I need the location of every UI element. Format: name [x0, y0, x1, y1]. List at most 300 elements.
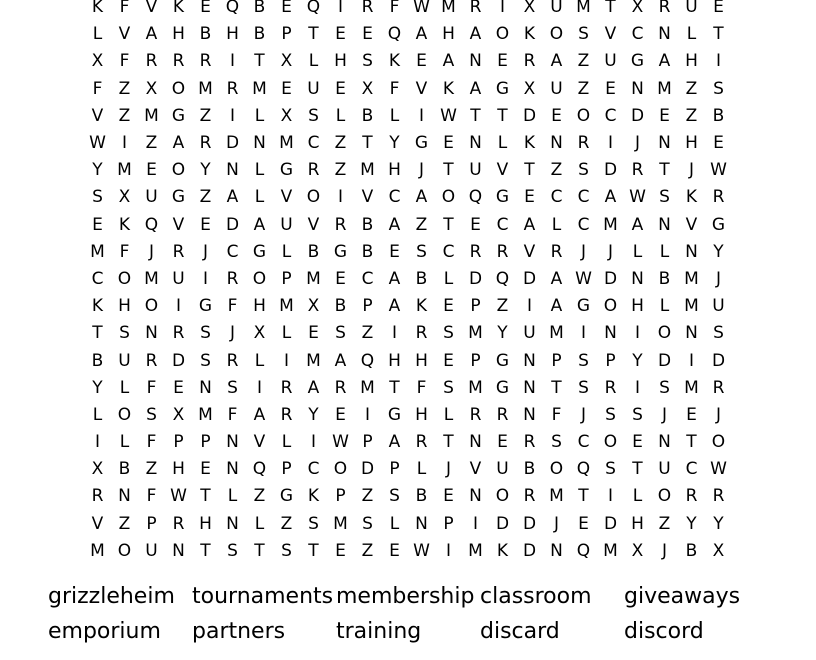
- grid-letter[interactable]: I: [688, 350, 694, 371]
- grid-letter[interactable]: R: [172, 51, 185, 72]
- grid-letter[interactable]: H: [172, 24, 185, 45]
- grid-letter[interactable]: J: [688, 160, 694, 181]
- grid-letter[interactable]: G: [279, 160, 294, 181]
- grid-letter[interactable]: Y: [632, 350, 643, 371]
- grid-letter[interactable]: A: [550, 51, 563, 72]
- grid-letter[interactable]: M: [333, 513, 348, 534]
- grid-letter[interactable]: S: [551, 432, 562, 453]
- grid-letter[interactable]: N: [226, 160, 239, 181]
- grid-letter[interactable]: M: [684, 377, 699, 398]
- grid-letter[interactable]: T: [443, 214, 454, 235]
- grid-letter[interactable]: U: [280, 214, 293, 235]
- grid-letter[interactable]: F: [146, 377, 157, 398]
- grid-letter[interactable]: B: [685, 540, 698, 561]
- grid-letter[interactable]: V: [253, 432, 266, 453]
- grid-letter[interactable]: T: [605, 0, 616, 18]
- grid-letter[interactable]: V: [496, 160, 509, 181]
- grid-letter[interactable]: N: [604, 323, 617, 344]
- grid-letter[interactable]: X: [523, 78, 536, 99]
- grid-letter[interactable]: N: [550, 133, 563, 154]
- grid-letter[interactable]: S: [578, 377, 589, 398]
- grid-letter[interactable]: Q: [306, 0, 321, 18]
- grid-letter[interactable]: E: [443, 133, 454, 154]
- grid-letter[interactable]: S: [632, 404, 643, 425]
- grid-letter[interactable]: P: [200, 432, 211, 453]
- grid-letter[interactable]: Q: [387, 24, 402, 45]
- grid-letter[interactable]: L: [254, 160, 265, 181]
- grid-letter[interactable]: Y: [389, 133, 400, 154]
- grid-letter[interactable]: I: [175, 296, 181, 317]
- grid-letter[interactable]: I: [256, 377, 262, 398]
- grid-letter[interactable]: S: [605, 404, 616, 425]
- grid-letter[interactable]: F: [551, 404, 562, 425]
- grid-letter[interactable]: E: [443, 350, 454, 371]
- grid-letter[interactable]: R: [334, 214, 347, 235]
- grid-letter[interactable]: V: [91, 513, 104, 534]
- grid-letter[interactable]: S: [119, 323, 130, 344]
- grid-letter[interactable]: H: [685, 133, 698, 154]
- grid-letter[interactable]: Z: [685, 78, 698, 99]
- grid-letter[interactable]: A: [253, 214, 266, 235]
- grid-letter[interactable]: A: [523, 214, 536, 235]
- grid-letter[interactable]: P: [362, 296, 373, 317]
- grid-letter[interactable]: B: [91, 350, 104, 371]
- grid-letter[interactable]: G: [576, 296, 591, 317]
- grid-letter[interactable]: V: [172, 214, 185, 235]
- grid-letter[interactable]: X: [91, 51, 104, 72]
- grid-letter[interactable]: Z: [199, 187, 212, 208]
- grid-letter[interactable]: J: [580, 241, 586, 262]
- grid-letter[interactable]: P: [281, 24, 292, 45]
- grid-letter[interactable]: D: [522, 268, 537, 289]
- grid-letter[interactable]: E: [362, 24, 373, 45]
- grid-letter[interactable]: H: [334, 51, 347, 72]
- grid-letter[interactable]: M: [144, 105, 159, 126]
- grid-letter[interactable]: R: [712, 187, 725, 208]
- grid-letter[interactable]: X: [712, 540, 725, 561]
- grid-letter[interactable]: M: [684, 296, 699, 317]
- grid-letter[interactable]: Z: [577, 78, 590, 99]
- grid-letter[interactable]: D: [495, 513, 510, 534]
- grid-letter[interactable]: R: [523, 432, 536, 453]
- grid-letter[interactable]: J: [634, 133, 640, 154]
- grid-letter[interactable]: O: [657, 486, 672, 507]
- grid-letter[interactable]: R: [712, 486, 725, 507]
- grid-letter[interactable]: L: [551, 214, 562, 235]
- grid-letter[interactable]: N: [172, 540, 185, 561]
- grid-letter[interactable]: S: [443, 377, 454, 398]
- grid-letter[interactable]: E: [200, 459, 211, 480]
- grid-letter[interactable]: J: [148, 241, 154, 262]
- grid-letter[interactable]: J: [715, 404, 721, 425]
- grid-letter[interactable]: D: [522, 105, 537, 126]
- grid-letter[interactable]: T: [254, 51, 265, 72]
- grid-letter[interactable]: M: [549, 323, 564, 344]
- grid-letter[interactable]: P: [389, 459, 400, 480]
- grid-letter[interactable]: L: [119, 377, 130, 398]
- grid-letter[interactable]: Z: [577, 51, 590, 72]
- grid-letter[interactable]: H: [631, 513, 644, 534]
- grid-letter[interactable]: A: [226, 187, 239, 208]
- grid-letter[interactable]: M: [684, 268, 699, 289]
- grid-letter[interactable]: O: [603, 296, 618, 317]
- grid-letter[interactable]: M: [279, 133, 294, 154]
- grid-letter[interactable]: D: [225, 133, 240, 154]
- grid-letter[interactable]: I: [526, 296, 532, 317]
- grid-letter[interactable]: A: [604, 187, 617, 208]
- grid-letter[interactable]: R: [172, 241, 185, 262]
- grid-letter[interactable]: K: [91, 296, 104, 317]
- grid-letter[interactable]: R: [712, 377, 725, 398]
- grid-letter[interactable]: B: [523, 459, 536, 480]
- grid-letter[interactable]: W: [332, 432, 349, 453]
- grid-letter[interactable]: H: [415, 404, 428, 425]
- grid-letter[interactable]: O: [117, 404, 132, 425]
- grid-letter[interactable]: N: [199, 377, 212, 398]
- grid-letter[interactable]: X: [280, 51, 293, 72]
- grid-letter[interactable]: P: [281, 459, 292, 480]
- grid-letter[interactable]: N: [253, 133, 266, 154]
- grid-letter[interactable]: L: [632, 486, 643, 507]
- grid-letter[interactable]: T: [713, 24, 724, 45]
- grid-letter[interactable]: O: [711, 432, 726, 453]
- grid-letter[interactable]: E: [335, 540, 346, 561]
- grid-letter[interactable]: A: [388, 214, 401, 235]
- grid-letter[interactable]: Q: [225, 0, 240, 18]
- grid-letter[interactable]: S: [362, 513, 373, 534]
- grid-letter[interactable]: K: [523, 24, 536, 45]
- grid-letter[interactable]: Z: [334, 160, 347, 181]
- grid-letter[interactable]: E: [632, 432, 643, 453]
- grid-letter[interactable]: M: [360, 160, 375, 181]
- grid-letter[interactable]: A: [307, 377, 320, 398]
- grid-letter[interactable]: B: [199, 24, 212, 45]
- grid-letter[interactable]: M: [252, 78, 267, 99]
- grid-letter[interactable]: R: [172, 323, 185, 344]
- grid-letter[interactable]: X: [253, 323, 266, 344]
- grid-letter[interactable]: J: [580, 404, 586, 425]
- grid-letter[interactable]: C: [631, 24, 644, 45]
- grid-letter[interactable]: O: [144, 296, 159, 317]
- grid-letter[interactable]: Z: [145, 133, 158, 154]
- grid-letter[interactable]: D: [603, 513, 618, 534]
- grid-letter[interactable]: K: [523, 133, 536, 154]
- grid-letter[interactable]: H: [631, 296, 644, 317]
- grid-letter[interactable]: G: [333, 241, 348, 262]
- grid-letter[interactable]: T: [686, 432, 697, 453]
- grid-letter[interactable]: J: [445, 459, 451, 480]
- grid-letter[interactable]: E: [389, 540, 400, 561]
- grid-letter[interactable]: I: [364, 404, 370, 425]
- grid-letter[interactable]: L: [281, 323, 292, 344]
- grid-letter[interactable]: Y: [92, 377, 103, 398]
- grid-letter[interactable]: F: [119, 0, 130, 18]
- grid-letter[interactable]: N: [469, 486, 482, 507]
- grid-letter[interactable]: Y: [686, 513, 697, 534]
- grid-letter[interactable]: A: [388, 296, 401, 317]
- grid-letter[interactable]: T: [200, 486, 211, 507]
- grid-letter[interactable]: J: [715, 268, 721, 289]
- grid-letter[interactable]: U: [145, 540, 158, 561]
- grid-letter[interactable]: T: [389, 377, 400, 398]
- grid-letter[interactable]: P: [443, 513, 454, 534]
- grid-letter[interactable]: F: [119, 51, 130, 72]
- grid-letter[interactable]: A: [550, 296, 563, 317]
- grid-letter[interactable]: M: [198, 404, 213, 425]
- grid-letter[interactable]: K: [415, 296, 428, 317]
- grid-letter[interactable]: B: [415, 486, 428, 507]
- grid-letter[interactable]: U: [604, 51, 617, 72]
- grid-letter[interactable]: Z: [253, 486, 266, 507]
- grid-letter[interactable]: R: [469, 404, 482, 425]
- grid-letter[interactable]: C: [577, 432, 590, 453]
- grid-letter[interactable]: N: [469, 51, 482, 72]
- grid-letter[interactable]: O: [657, 323, 672, 344]
- grid-letter[interactable]: F: [416, 377, 427, 398]
- grid-letter[interactable]: N: [145, 323, 158, 344]
- grid-letter[interactable]: B: [334, 296, 347, 317]
- grid-letter[interactable]: U: [172, 268, 185, 289]
- grid-letter[interactable]: I: [121, 133, 127, 154]
- grid-letter[interactable]: E: [200, 214, 211, 235]
- grid-letter[interactable]: O: [117, 268, 132, 289]
- grid-letter[interactable]: S: [227, 377, 238, 398]
- grid-letter[interactable]: O: [117, 540, 132, 561]
- grid-letter[interactable]: K: [172, 0, 185, 18]
- grid-letter[interactable]: D: [522, 540, 537, 561]
- grid-letter[interactable]: A: [253, 404, 266, 425]
- grid-letter[interactable]: F: [119, 241, 130, 262]
- grid-letter[interactable]: O: [549, 24, 564, 45]
- grid-letter[interactable]: F: [146, 432, 157, 453]
- grid-letter[interactable]: N: [523, 350, 536, 371]
- grid-letter[interactable]: N: [658, 133, 671, 154]
- grid-letter[interactable]: I: [634, 377, 640, 398]
- grid-letter[interactable]: V: [415, 78, 428, 99]
- grid-letter[interactable]: E: [389, 241, 400, 262]
- grid-letter[interactable]: A: [631, 214, 644, 235]
- grid-letter[interactable]: G: [495, 377, 510, 398]
- grid-letter[interactable]: L: [92, 404, 103, 425]
- grid-letter[interactable]: B: [658, 268, 671, 289]
- grid-letter[interactable]: T: [497, 105, 508, 126]
- grid-letter[interactable]: Q: [360, 350, 375, 371]
- grid-letter[interactable]: N: [226, 459, 239, 480]
- grid-letter[interactable]: K: [118, 214, 131, 235]
- grid-letter[interactable]: U: [496, 459, 509, 480]
- grid-letter[interactable]: E: [524, 187, 535, 208]
- grid-letter[interactable]: W: [629, 187, 646, 208]
- grid-letter[interactable]: Q: [252, 459, 267, 480]
- grid-letter[interactable]: P: [281, 268, 292, 289]
- grid-letter[interactable]: T: [551, 377, 562, 398]
- grid-letter[interactable]: I: [445, 540, 451, 561]
- grid-letter[interactable]: J: [553, 513, 559, 534]
- grid-letter[interactable]: K: [91, 0, 104, 18]
- grid-letter[interactable]: X: [631, 0, 644, 18]
- grid-letter[interactable]: X: [361, 78, 374, 99]
- grid-letter[interactable]: E: [659, 105, 670, 126]
- grid-letter[interactable]: J: [202, 241, 208, 262]
- grid-letter[interactable]: T: [200, 540, 211, 561]
- grid-letter[interactable]: E: [713, 0, 724, 18]
- grid-letter[interactable]: Q: [576, 540, 591, 561]
- grid-letter[interactable]: R: [361, 0, 374, 18]
- grid-letter[interactable]: G: [279, 486, 294, 507]
- grid-letter[interactable]: K: [685, 187, 698, 208]
- grid-letter[interactable]: R: [685, 486, 698, 507]
- grid-letter[interactable]: M: [441, 0, 456, 18]
- grid-letter[interactable]: R: [226, 78, 239, 99]
- grid-letter[interactable]: I: [472, 513, 478, 534]
- grid-letter[interactable]: P: [470, 350, 481, 371]
- grid-letter[interactable]: M: [90, 540, 105, 561]
- grid-letter[interactable]: E: [443, 486, 454, 507]
- grid-letter[interactable]: N: [415, 513, 428, 534]
- grid-letter[interactable]: R: [523, 51, 536, 72]
- grid-letter[interactable]: E: [470, 214, 481, 235]
- grid-letter[interactable]: T: [578, 486, 589, 507]
- grid-letter[interactable]: E: [335, 24, 346, 45]
- grid-letter[interactable]: G: [711, 214, 726, 235]
- grid-letter[interactable]: L: [254, 187, 265, 208]
- grid-letter[interactable]: M: [603, 214, 618, 235]
- grid-letter[interactable]: N: [685, 241, 698, 262]
- grid-letter[interactable]: U: [550, 0, 563, 18]
- grid-letter[interactable]: Z: [118, 105, 131, 126]
- grid-letter[interactable]: R: [280, 377, 293, 398]
- grid-letter[interactable]: F: [146, 486, 157, 507]
- grid-letter[interactable]: U: [307, 78, 320, 99]
- grid-letter[interactable]: C: [361, 268, 374, 289]
- grid-letter[interactable]: S: [713, 323, 724, 344]
- grid-letter[interactable]: C: [226, 241, 239, 262]
- grid-letter[interactable]: S: [227, 540, 238, 561]
- grid-letter[interactable]: I: [337, 187, 343, 208]
- grid-letter[interactable]: H: [415, 350, 428, 371]
- grid-letter[interactable]: E: [335, 404, 346, 425]
- grid-letter[interactable]: Q: [576, 459, 591, 480]
- grid-letter[interactable]: W: [440, 105, 457, 126]
- grid-letter[interactable]: Y: [497, 323, 508, 344]
- grid-letter[interactable]: K: [496, 540, 509, 561]
- grid-letter[interactable]: L: [497, 133, 508, 154]
- grid-letter[interactable]: I: [229, 105, 235, 126]
- grid-letter[interactable]: O: [576, 105, 591, 126]
- grid-letter[interactable]: R: [307, 160, 320, 181]
- grid-letter[interactable]: B: [712, 105, 725, 126]
- grid-letter[interactable]: N: [631, 268, 644, 289]
- grid-letter[interactable]: S: [308, 513, 319, 534]
- grid-letter[interactable]: S: [362, 51, 373, 72]
- grid-letter[interactable]: A: [550, 268, 563, 289]
- grid-letter[interactable]: B: [361, 105, 374, 126]
- grid-letter[interactable]: C: [307, 459, 320, 480]
- grid-letter[interactable]: D: [630, 105, 645, 126]
- grid-letter[interactable]: Z: [145, 459, 158, 480]
- grid-letter[interactable]: I: [202, 268, 208, 289]
- grid-letter[interactable]: N: [118, 486, 131, 507]
- grid-letter[interactable]: A: [415, 187, 428, 208]
- grid-letter[interactable]: E: [335, 268, 346, 289]
- grid-letter[interactable]: Z: [199, 105, 212, 126]
- grid-letter[interactable]: U: [685, 0, 698, 18]
- grid-letter[interactable]: U: [550, 78, 563, 99]
- grid-letter[interactable]: C: [388, 187, 401, 208]
- grid-letter[interactable]: V: [685, 214, 698, 235]
- grid-letter[interactable]: E: [497, 432, 508, 453]
- grid-letter[interactable]: J: [661, 540, 667, 561]
- grid-letter[interactable]: X: [91, 459, 104, 480]
- grid-letter[interactable]: R: [604, 377, 617, 398]
- grid-letter[interactable]: H: [388, 350, 401, 371]
- grid-letter[interactable]: P: [335, 486, 346, 507]
- grid-letter[interactable]: I: [607, 133, 613, 154]
- grid-letter[interactable]: F: [227, 296, 238, 317]
- grid-letter[interactable]: Z: [550, 160, 563, 181]
- grid-letter[interactable]: V: [604, 24, 617, 45]
- grid-letter[interactable]: O: [171, 160, 186, 181]
- grid-letter[interactable]: C: [577, 187, 590, 208]
- grid-letter[interactable]: E: [443, 296, 454, 317]
- grid-letter[interactable]: V: [145, 0, 158, 18]
- grid-letter[interactable]: O: [333, 459, 348, 480]
- grid-letter[interactable]: J: [607, 241, 613, 262]
- grid-letter[interactable]: Q: [468, 187, 483, 208]
- grid-letter[interactable]: I: [580, 323, 586, 344]
- grid-letter[interactable]: E: [335, 78, 346, 99]
- grid-letter[interactable]: S: [308, 105, 319, 126]
- grid-letter[interactable]: M: [306, 268, 321, 289]
- grid-letter[interactable]: T: [659, 160, 670, 181]
- grid-letter[interactable]: N: [523, 377, 536, 398]
- grid-letter[interactable]: R: [415, 323, 428, 344]
- grid-letter[interactable]: R: [469, 241, 482, 262]
- grid-letter[interactable]: Z: [280, 513, 293, 534]
- grid-letter[interactable]: X: [280, 105, 293, 126]
- grid-letter[interactable]: S: [335, 323, 346, 344]
- grid-letter[interactable]: V: [523, 241, 536, 262]
- grid-letter[interactable]: E: [200, 0, 211, 18]
- grid-letter[interactable]: C: [577, 214, 590, 235]
- grid-letter[interactable]: G: [171, 187, 186, 208]
- grid-letter[interactable]: M: [279, 296, 294, 317]
- grid-letter[interactable]: L: [254, 105, 265, 126]
- grid-letter[interactable]: N: [550, 540, 563, 561]
- grid-letter[interactable]: F: [389, 0, 400, 18]
- grid-letter[interactable]: E: [308, 323, 319, 344]
- grid-letter[interactable]: L: [416, 459, 427, 480]
- grid-letter[interactable]: M: [117, 160, 132, 181]
- grid-letter[interactable]: R: [496, 404, 509, 425]
- grid-letter[interactable]: R: [631, 160, 644, 181]
- grid-letter[interactable]: H: [226, 24, 239, 45]
- grid-letter[interactable]: Z: [118, 78, 131, 99]
- grid-letter[interactable]: U: [145, 187, 158, 208]
- grid-letter[interactable]: G: [198, 296, 213, 317]
- grid-letter[interactable]: A: [658, 51, 671, 72]
- grid-letter[interactable]: C: [550, 187, 563, 208]
- grid-letter[interactable]: R: [550, 241, 563, 262]
- grid-letter[interactable]: N: [658, 432, 671, 453]
- grid-letter[interactable]: Z: [361, 323, 374, 344]
- grid-letter[interactable]: I: [94, 432, 100, 453]
- grid-letter[interactable]: N: [631, 78, 644, 99]
- grid-letter[interactable]: N: [226, 513, 239, 534]
- grid-letter[interactable]: M: [306, 350, 321, 371]
- grid-letter[interactable]: J: [418, 160, 424, 181]
- grid-letter[interactable]: D: [603, 160, 618, 181]
